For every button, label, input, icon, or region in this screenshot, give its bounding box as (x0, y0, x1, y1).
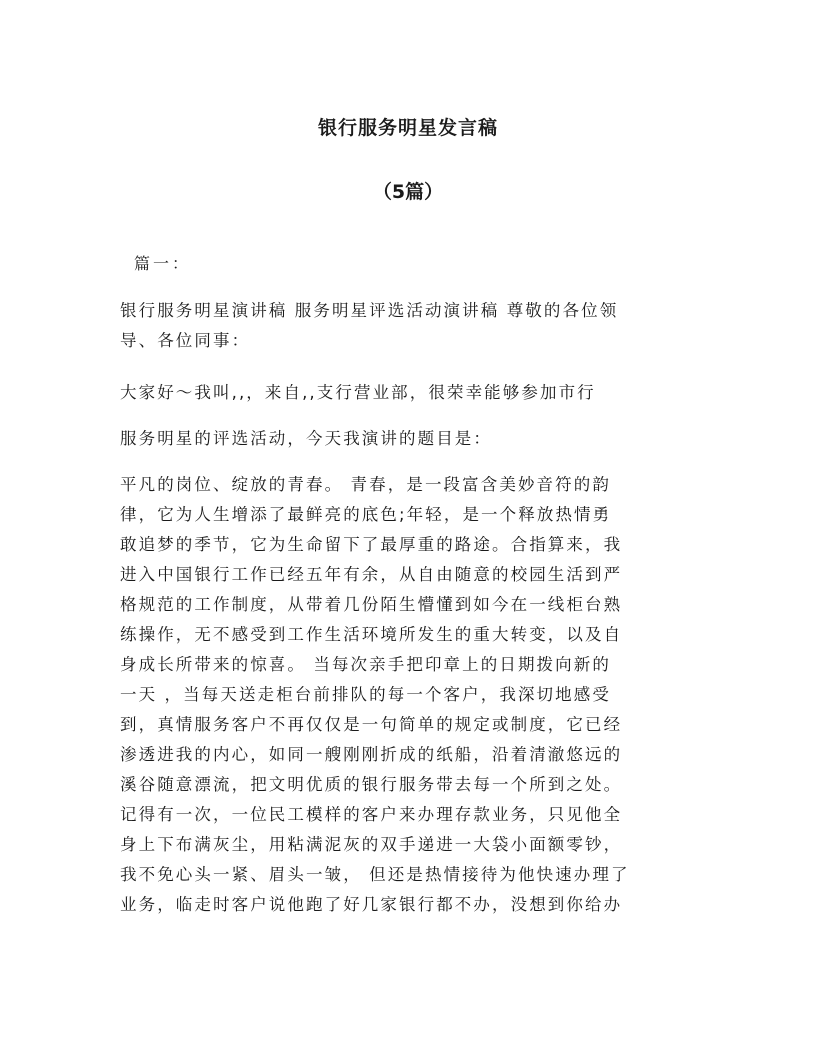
paragraph-line: 律，它为人生增添了最鲜亮的底色;年轻，是一个释放热情勇 (120, 505, 612, 524)
paragraph-line: 练操作，无不感受到工作生活环境所发生的重大转变，以及自 (120, 625, 623, 644)
paragraph-introduction (120, 378, 692, 408)
paragraph-line: 我不免心头一紧、眉头一皱， 但还是热情接待为他快速办理了 (120, 865, 630, 884)
section-label: 篇一： (134, 254, 192, 273)
paragraph-line: 平凡的岗位、绽放的青春。 青春，是一段富含美妙音符的韵 (120, 475, 611, 494)
document-subtitle: （5篇） (372, 181, 444, 203)
paragraph-line: 身成长所带来的惊喜。 当每次亲手把印章上的日期拨向新的 (120, 655, 611, 674)
paragraph-line: 大家好～我叫,,，来自,,支行营业部，很荣幸能够参加市行 (120, 383, 596, 402)
paragraph-line: 到，真情服务客户不再仅仅是一句简单的规定或制度，它已经 (120, 715, 623, 734)
paragraph-line: 服务明星的评选活动，今天我演讲的题目是： (120, 429, 492, 448)
paragraph-line: 业务，临走时客户说他跑了好几家银行都不办，没想到你给办 (120, 895, 623, 914)
paragraph-line: 格规范的工作制度，从带着几份陌生懵懂到如今在一线柜台熟 (120, 595, 623, 614)
paragraph-line: 身上下布满灰尘，用粘满泥灰的双手递进一大袋小面额零钞， (120, 835, 623, 854)
document-title: 银行服务明星发言稿 (317, 117, 498, 139)
paragraph-line: 银行服务明星演讲稿 服务明星评选活动演讲稿 尊敬的各位领 (120, 301, 619, 320)
paragraph-greeting (120, 296, 692, 356)
paragraph-line: 渗透进我的内心，如同一艘刚刚折成的纸船，沿着清澈悠远的 (120, 745, 623, 764)
paragraph-topic (120, 424, 692, 454)
paragraph-line: 导、各位同事： (120, 331, 251, 350)
paragraph-line: 一天 ，当每天送走柜台前排队的每一个客户，我深切地感受 (120, 685, 611, 704)
paragraph-line: 进入中国银行工作已经五年有余，从自由随意的校园生活到严 (120, 565, 623, 584)
paragraph-body (120, 470, 692, 920)
paragraph-line: 溪谷随意漂流，把文明优质的银行服务带去每一个所到之处。 (120, 775, 623, 794)
paragraph-line: 敢追梦的季节，它为生命留下了最厚重的路途。合指算来，我 (120, 535, 623, 554)
paragraph-line: 记得有一次，一位民工模样的客户来办理存款业务，只见他全 (120, 805, 623, 824)
